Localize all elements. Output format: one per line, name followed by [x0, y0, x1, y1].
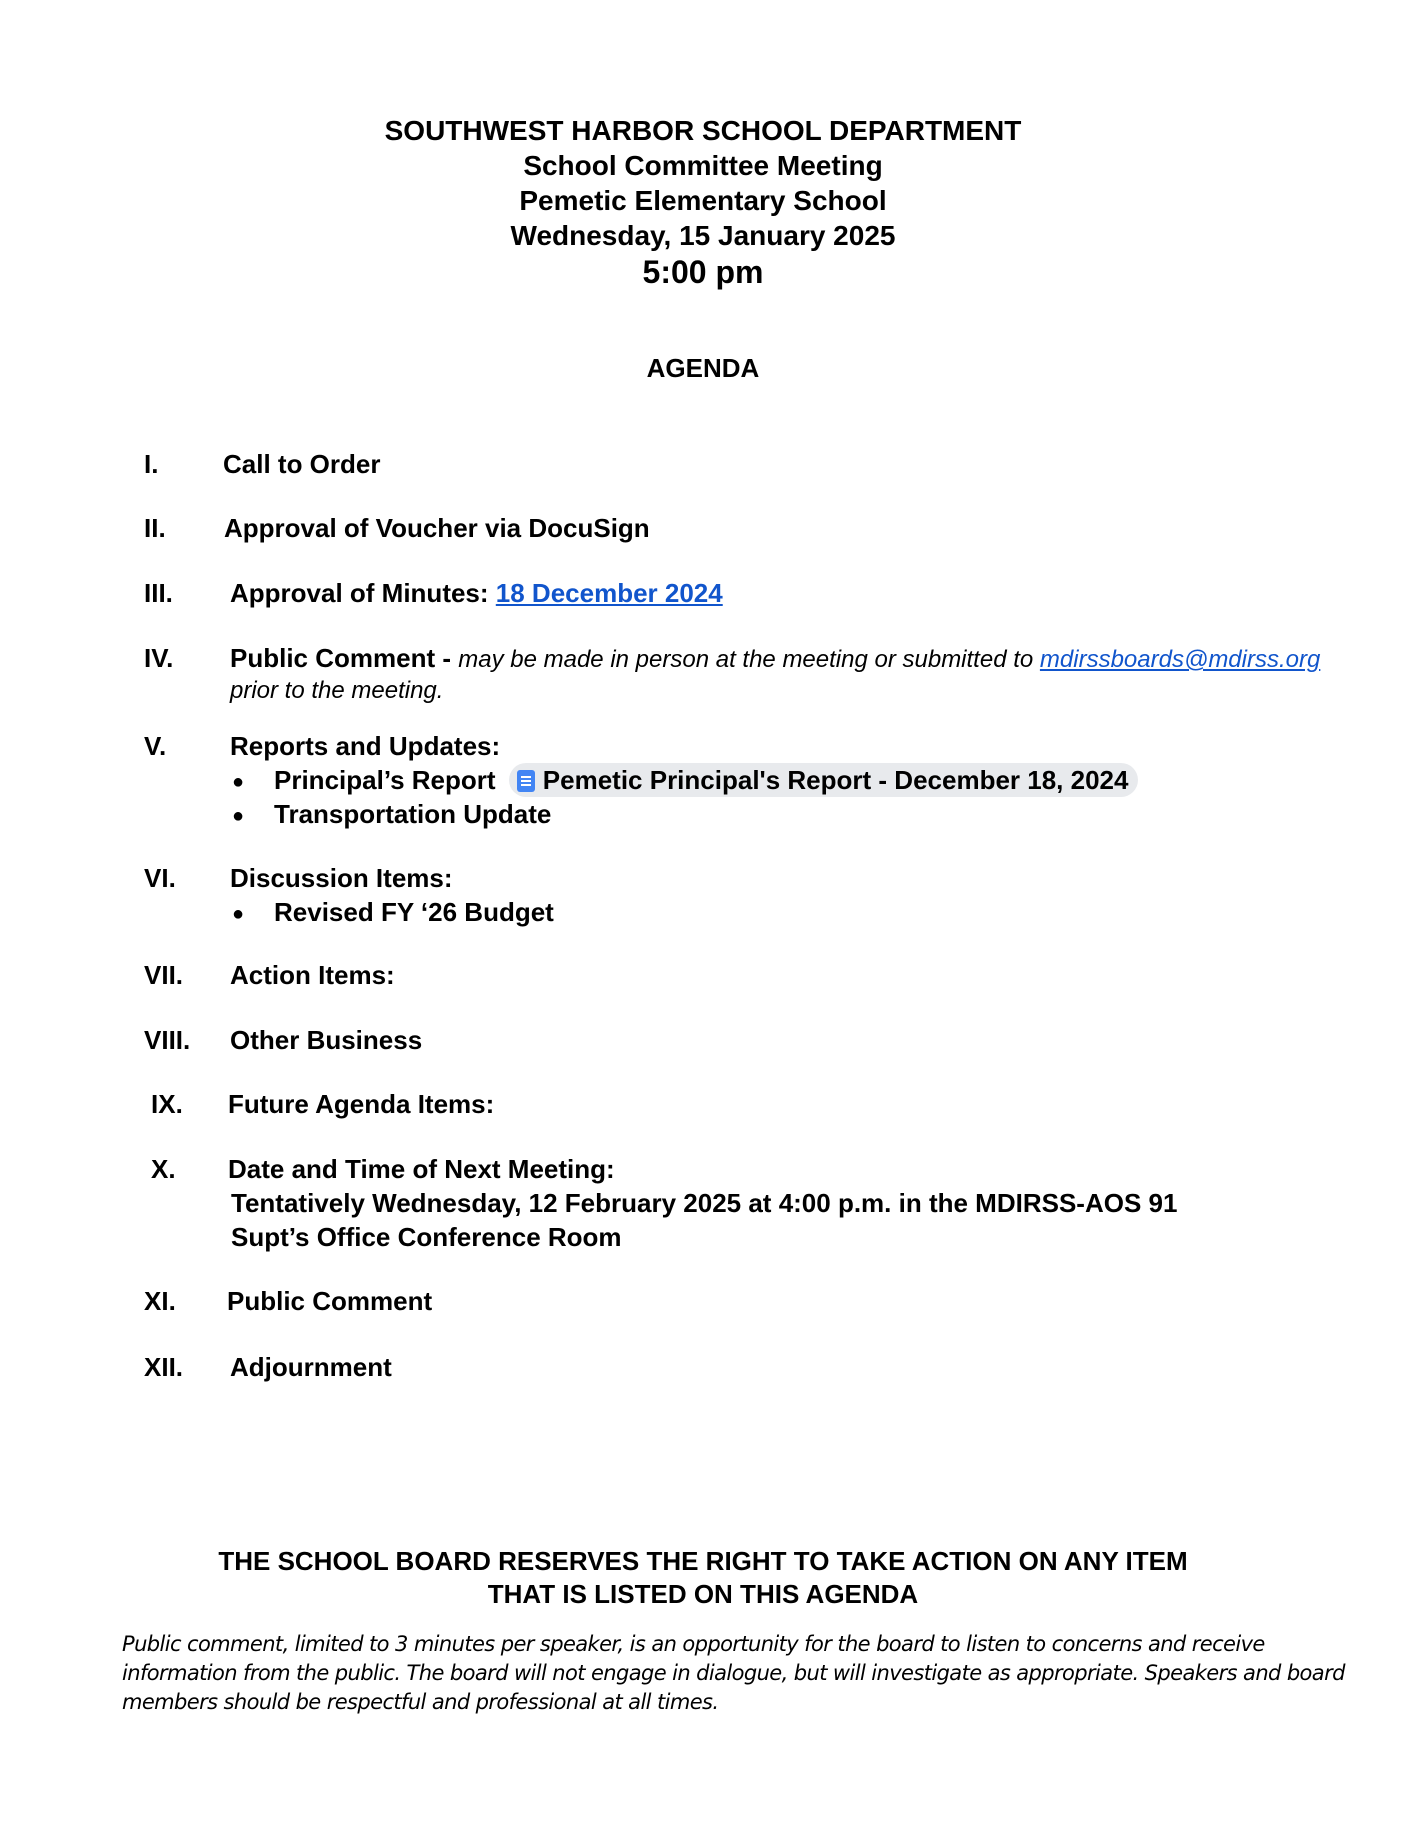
item-number: V. — [144, 731, 167, 761]
agenda-title: AGENDA — [646, 353, 760, 383]
notice-line-1: THE SCHOOL BOARD RESERVES THE RIGHT TO TAKE ACTION ON ANY ITEM — [218, 1546, 1188, 1576]
bullet-label: Transportation Update — [274, 799, 552, 829]
public-comment-note-end: prior to the meeting. — [230, 677, 444, 704]
bullet-principal-report — [232, 763, 1138, 799]
notice-line-2: THAT IS LISTED ON THIS AGENDA — [487, 1579, 919, 1609]
department-title: SOUTHWEST HARBOR SCHOOL DEPARTMENT — [384, 115, 1022, 146]
public-comment-note-continued — [230, 672, 443, 708]
meeting-date: Wednesday, 15 January 2025 — [510, 220, 896, 251]
meeting-location: Pemetic Elementary School — [519, 185, 887, 216]
bullet-label: Revised FY ‘26 Budget — [274, 897, 554, 927]
agenda-item-other-business: Other Business — [230, 1025, 423, 1055]
document-header — [0, 113, 1406, 291]
minutes-link[interactable]: 18 December 2024 — [495, 578, 723, 608]
bullet-dot-icon: ● — [232, 805, 245, 828]
principal-report-doc-chip[interactable] — [509, 763, 1139, 797]
agenda-item-public-comment-2: Public Comment — [227, 1286, 433, 1316]
agenda-item-minutes-approval — [230, 576, 723, 610]
bullet-dot-icon: ● — [232, 771, 245, 794]
next-meeting-detail: Tentatively Wednesday, 12 February 2025 at 4:00 p.m. in the MDIRSS-AOS 91 — [231, 1188, 1178, 1218]
board-email-link[interactable]: mdirssboards@mdirss.org — [1039, 646, 1321, 673]
item-number: II. — [144, 513, 166, 543]
chip-label: Pemetic Principal's Report - December 18, 2024 — [542, 765, 1129, 795]
item-number: XII. — [144, 1352, 184, 1382]
agenda-item-future-items: Future Agenda Items: — [228, 1089, 495, 1119]
item-number: X. — [151, 1154, 176, 1184]
agenda-item-next-meeting: Date and Time of Next Meeting: — [228, 1154, 615, 1184]
agenda-item-voucher-approval: Approval of Voucher via DocuSign — [224, 513, 650, 543]
item-number: VI. — [144, 863, 176, 893]
agenda-item-discussion: Discussion Items: — [230, 863, 453, 893]
bullet-dot-icon: ● — [232, 903, 245, 926]
public-comment-note: may be made in person at the meeting or submitted to — [458, 646, 1040, 673]
bullet-label: Principal’s Report — [274, 765, 496, 795]
bullet-revised-budget — [232, 895, 554, 931]
item-number: IV. — [144, 643, 174, 673]
agenda-item-reports: Reports and Updates: — [230, 731, 501, 761]
agenda-item-call-to-order: Call to Order — [223, 449, 381, 479]
board-rights-notice — [0, 1545, 1406, 1611]
item-number: I. — [144, 449, 159, 479]
google-docs-icon — [517, 770, 535, 792]
item-number: III. — [144, 578, 173, 608]
meeting-title: School Committee Meeting — [523, 150, 883, 181]
item-number: XI. — [144, 1286, 176, 1316]
bullet-transportation-update — [232, 797, 551, 833]
meeting-time: 5:00 pm — [642, 254, 764, 290]
item-number: VIII. — [144, 1025, 191, 1055]
item-number: VII. — [144, 960, 184, 990]
agenda-item-adjournment: Adjournment — [230, 1352, 392, 1382]
next-meeting-room: Supt’s Office Conference Room — [231, 1222, 622, 1252]
agenda-item-action-items: Action Items: — [230, 960, 395, 990]
minutes-label: Approval of Minutes: — [230, 578, 496, 608]
item-number: IX. — [151, 1089, 183, 1119]
public-comment-policy: Public comment, limited to 3 minutes per speaker, is an opportunity for the board to listen to concerns and receive information from the public. The board will not engage in dialogue, but will investigate as appropriate. Speakers and board members should be respectful and professional at all times. — [122, 1632, 1345, 1714]
public-comment-label: Public Comment - — [230, 643, 459, 673]
